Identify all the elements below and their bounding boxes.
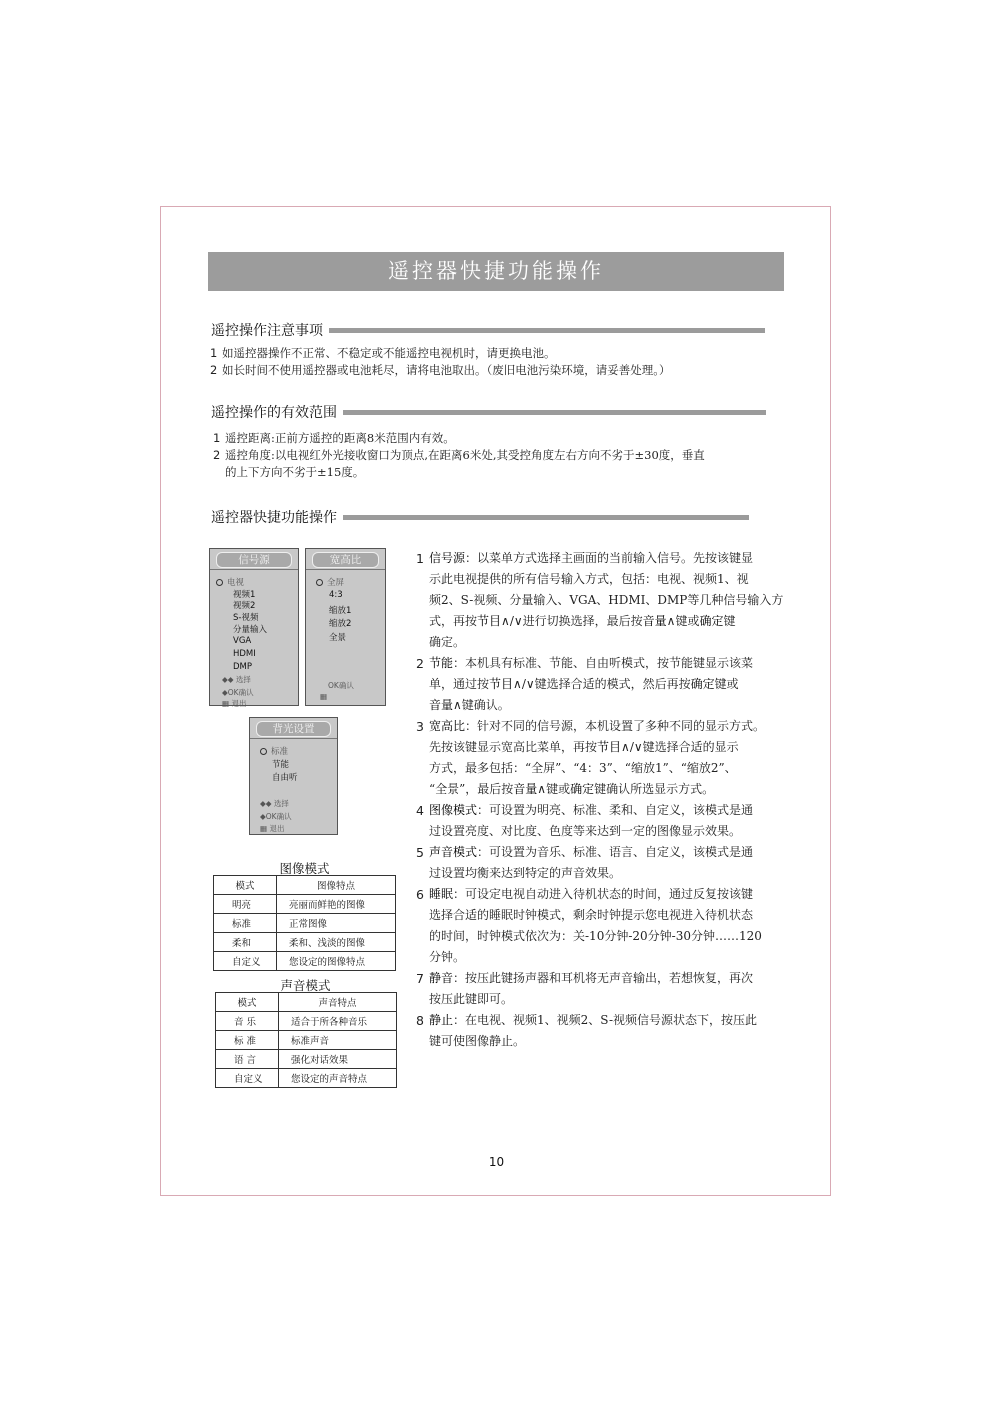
function-line xyxy=(429,821,797,842)
function-item xyxy=(417,842,797,884)
function-line xyxy=(429,653,797,674)
function-line xyxy=(429,737,797,758)
text-run: 示此电视提供的所有信号输入方式，包括：电视、视频1、视 xyxy=(429,572,749,586)
text-run: 键可使图像静止。 xyxy=(429,1034,526,1048)
function-number: 5 xyxy=(416,845,424,860)
key-name: 确定 xyxy=(690,677,715,691)
function-line xyxy=(429,989,797,1010)
arrows-icon: ◆◆ xyxy=(222,675,236,684)
function-line xyxy=(429,695,797,716)
osd-hint-select: ◆◆ 选择 xyxy=(222,675,251,684)
osd-item: 全景 xyxy=(329,633,347,643)
text-run: ：针对不同的信号源，本机设置了多种不同的显示方式。 xyxy=(465,719,766,733)
list-item: 2 遥控角度:以电视红外光接收窗口为顶点,在距离6米处,其受控角度左右方向不劣于±30度，垂直 xyxy=(213,448,705,462)
text-run: 键 xyxy=(723,614,736,628)
function-line xyxy=(429,632,797,653)
text-run: 先按该键显示宽高比菜单，再按 xyxy=(429,740,598,754)
function-line xyxy=(429,569,797,590)
function-line xyxy=(429,611,797,632)
range-list xyxy=(213,430,705,481)
function-line xyxy=(429,1031,797,1052)
function-line xyxy=(429,947,797,968)
function-number: 8 xyxy=(416,1013,424,1028)
function-line xyxy=(429,884,797,905)
function-line xyxy=(429,842,797,863)
key-name: 宽高比 xyxy=(429,719,466,733)
function-line xyxy=(429,800,797,821)
section-heading-range xyxy=(211,402,766,422)
section-heading-precautions xyxy=(211,320,765,340)
text-run: 选择合适的睡眠时钟模式，剩余时钟提示您电视进入待机状态 xyxy=(429,908,754,922)
osd-item: HDMI xyxy=(233,649,256,659)
function-line xyxy=(429,548,797,569)
radio-icon xyxy=(216,579,223,586)
text-run: ∧键或 xyxy=(666,614,700,628)
table-header: 模式 xyxy=(214,876,277,895)
table-header-row xyxy=(214,876,396,895)
section-heading-shortcuts xyxy=(211,507,749,527)
text-run: ：按压此键扬声器和耳机将无声音输出，若想恢复，再次 xyxy=(453,971,754,985)
table-row: 标准 正常图像 xyxy=(214,914,396,933)
function-number: 4 xyxy=(416,803,424,818)
radio-icon xyxy=(260,748,267,755)
function-number: 3 xyxy=(416,719,424,734)
ok-icon: ◆ xyxy=(222,688,228,697)
table-header: 声音特点 xyxy=(279,993,397,1012)
function-item xyxy=(417,1010,797,1052)
function-line xyxy=(429,716,797,737)
osd-item: 4:3 xyxy=(329,590,343,600)
text-run: ∧键或 xyxy=(537,782,571,796)
osd-item: S-视频 xyxy=(233,613,259,623)
osd-item: 电视 xyxy=(216,576,244,588)
section-rule xyxy=(343,410,766,415)
text-run: 过设置亮度、对比度、色度等来达到一定的图像显示效果。 xyxy=(429,824,742,838)
menu-icon: ▦ xyxy=(222,699,232,708)
function-number: 7 xyxy=(416,971,424,986)
text-run: 频2、S-视频、分量输入、VGA、HDMI、DMP等几种信号输入方 xyxy=(429,593,784,607)
function-item xyxy=(417,716,797,800)
osd-tab: 信号源 xyxy=(216,552,292,568)
osd-item: 全屏 xyxy=(316,576,344,588)
osd-hint-ok: ◆OK确认 xyxy=(260,812,292,821)
key-name: 确定 xyxy=(699,614,724,628)
key-name: 节能 xyxy=(429,656,454,670)
text-run: 方式，最多包括：“全屏”、“4：3”、“缩放1”、“缩放2”、 xyxy=(429,761,737,775)
function-item xyxy=(417,548,797,653)
table-row: 自定义 您设定的图像特点 xyxy=(214,952,396,971)
text-run: ：在电视、视频1、视频2、S-视频信号源状态下，按压此 xyxy=(453,1013,758,1027)
text-run: 按压此键即可。 xyxy=(429,992,514,1006)
key-name: 信号源 xyxy=(429,551,466,565)
function-number: 2 xyxy=(416,656,424,671)
osd-aspect-menu xyxy=(305,548,386,706)
osd-item: VGA xyxy=(233,636,252,646)
text-run: 过设置均衡来达到特定的声音效果。 xyxy=(429,866,622,880)
key-name: 图像模式 xyxy=(429,803,478,817)
key-name: 声音模式 xyxy=(429,845,478,859)
key-name: 确定 xyxy=(570,782,595,796)
menu-icon: ▦ xyxy=(260,824,270,833)
table-row: 明亮 亮丽而鲜艳的图像 xyxy=(214,895,396,914)
osd-item: 视频1 xyxy=(233,590,256,600)
section-title: 遥控操作注意事项 xyxy=(211,323,323,339)
text-run: 式，再按 xyxy=(429,614,478,628)
table-row: 音 乐 适合于所各种音乐 xyxy=(216,1012,397,1031)
page-title: 遥控器快捷功能操作 xyxy=(208,252,784,291)
function-item xyxy=(417,884,797,968)
osd-item: 标准 xyxy=(260,745,288,757)
text-run: ∧/∨进行切换选择，最后按 xyxy=(501,614,643,628)
key-name: 节目 xyxy=(489,677,514,691)
key-name: 音量 xyxy=(642,614,667,628)
picture-table-title: 图像模式 xyxy=(279,861,330,876)
function-line xyxy=(429,968,797,989)
section-title: 遥控器快捷功能操作 xyxy=(211,510,337,526)
list-item: 1 如遥控器操作不正常、不稳定或不能遥控电视机时，请更换电池。 xyxy=(210,346,556,360)
text-run: ：以菜单方式选择主画面的当前输入信号。先按该键显 xyxy=(465,551,754,565)
text-run: ：可设置为音乐、标准、语言、自定义，该模式是通 xyxy=(477,845,754,859)
menu-icon: ▦ xyxy=(320,692,328,701)
text-run: 确定。 xyxy=(429,635,466,649)
table-header: 模式 xyxy=(216,993,279,1012)
text-run: 键确认所选显示方式。 xyxy=(594,782,715,796)
table-header: 图像特点 xyxy=(277,876,396,895)
function-line xyxy=(429,758,797,779)
page-number: 10 xyxy=(488,1155,505,1169)
table-row: 柔和 柔和、浅淡的图像 xyxy=(214,933,396,952)
table-row: 自定义 您设定的声音特点 xyxy=(216,1069,397,1088)
table-header-row xyxy=(216,993,397,1012)
osd-item: 视频2 xyxy=(233,601,256,611)
function-item xyxy=(417,968,797,1010)
text-run: 单，通过按 xyxy=(429,677,490,691)
osd-hint-ok: ◆OK确认 xyxy=(222,688,254,697)
list-item: 1 遥控距离:正前方遥控的距离8米范围内有效。 xyxy=(213,431,455,445)
key-name: 静止 xyxy=(429,1013,454,1027)
function-number: 6 xyxy=(416,887,424,902)
precautions-list xyxy=(210,345,671,379)
function-descriptions xyxy=(417,548,797,1052)
text-run: ∧键确认。 xyxy=(453,698,510,712)
table-row: 标 准 标准声音 xyxy=(216,1031,397,1050)
text-run: ∧/∨键选择合适的模式，然后再按 xyxy=(513,677,691,691)
sound-mode-table xyxy=(215,992,397,1088)
osd-hint-select: ◆◆ 选择 xyxy=(260,799,289,808)
function-number: 1 xyxy=(416,551,424,566)
arrows-icon: ◆◆ xyxy=(260,799,274,808)
section-rule xyxy=(329,328,765,333)
key-name: 音量 xyxy=(513,782,538,796)
picture-mode-table xyxy=(213,875,396,971)
osd-source-menu xyxy=(209,548,299,706)
function-line xyxy=(429,779,797,800)
osd-item: 自由听 xyxy=(272,773,298,783)
text-run: ：可设置为明亮、标准、柔和、自定义，该模式是通 xyxy=(477,803,754,817)
table-row: 语 言 强化对话效果 xyxy=(216,1050,397,1069)
key-name: 节目 xyxy=(597,740,622,754)
osd-backlight-menu xyxy=(249,717,338,835)
text-run: ：本机具有标准、节能、自由听模式，按节能键显示该菜 xyxy=(453,656,754,670)
function-line xyxy=(429,926,797,947)
osd-item: 分量输入 xyxy=(233,625,268,635)
function-line xyxy=(429,674,797,695)
text-run: “全景”，最后按 xyxy=(429,782,514,796)
osd-hint-ok: OK确认 xyxy=(328,681,354,690)
osd-hint-exit: ▦ 退出 xyxy=(260,824,285,833)
sound-table-title: 声音模式 xyxy=(280,978,331,993)
function-line xyxy=(429,905,797,926)
osd-item: 节能 xyxy=(272,760,290,770)
text-run: 分钟。 xyxy=(429,950,466,964)
osd-tab: 宽高比 xyxy=(312,552,379,568)
function-item xyxy=(417,800,797,842)
function-item xyxy=(417,653,797,716)
function-line xyxy=(429,863,797,884)
osd-item: DMP xyxy=(233,662,253,672)
key-name: 睡眠 xyxy=(429,887,454,901)
list-item: 2 如长时间不使用遥控器或电池耗尽，请将电池取出。（废旧电池污染环境，请妥善处理。） xyxy=(210,363,671,377)
text-run: 键或 xyxy=(714,677,739,691)
function-line xyxy=(429,1010,797,1031)
ok-icon: ◆ xyxy=(260,812,266,821)
text-run: 的时间，时钟模式依次为：关-10分钟-20分钟-30分钟……120 xyxy=(429,929,762,943)
section-title: 遥控操作的有效范围 xyxy=(211,405,337,421)
key-name: 节目 xyxy=(477,614,502,628)
osd-item: 缩放1 xyxy=(329,606,352,616)
osd-hint-exit: ▦ 退出 xyxy=(222,699,247,708)
osd-item: 缩放2 xyxy=(329,619,352,629)
text-run: ：可设定电视自动进入待机状态的时间，通过反复按该键 xyxy=(453,887,754,901)
section-rule xyxy=(343,515,749,520)
osd-tab: 背光设置 xyxy=(256,721,331,737)
radio-icon xyxy=(316,579,323,586)
key-name: 音量 xyxy=(429,698,454,712)
key-name: 静音 xyxy=(429,971,454,985)
text-run: ∧/∨键选择合适的显示 xyxy=(621,740,739,754)
list-item-continued: 的上下方向不劣于±15度。 xyxy=(225,465,365,479)
function-line xyxy=(429,590,797,611)
